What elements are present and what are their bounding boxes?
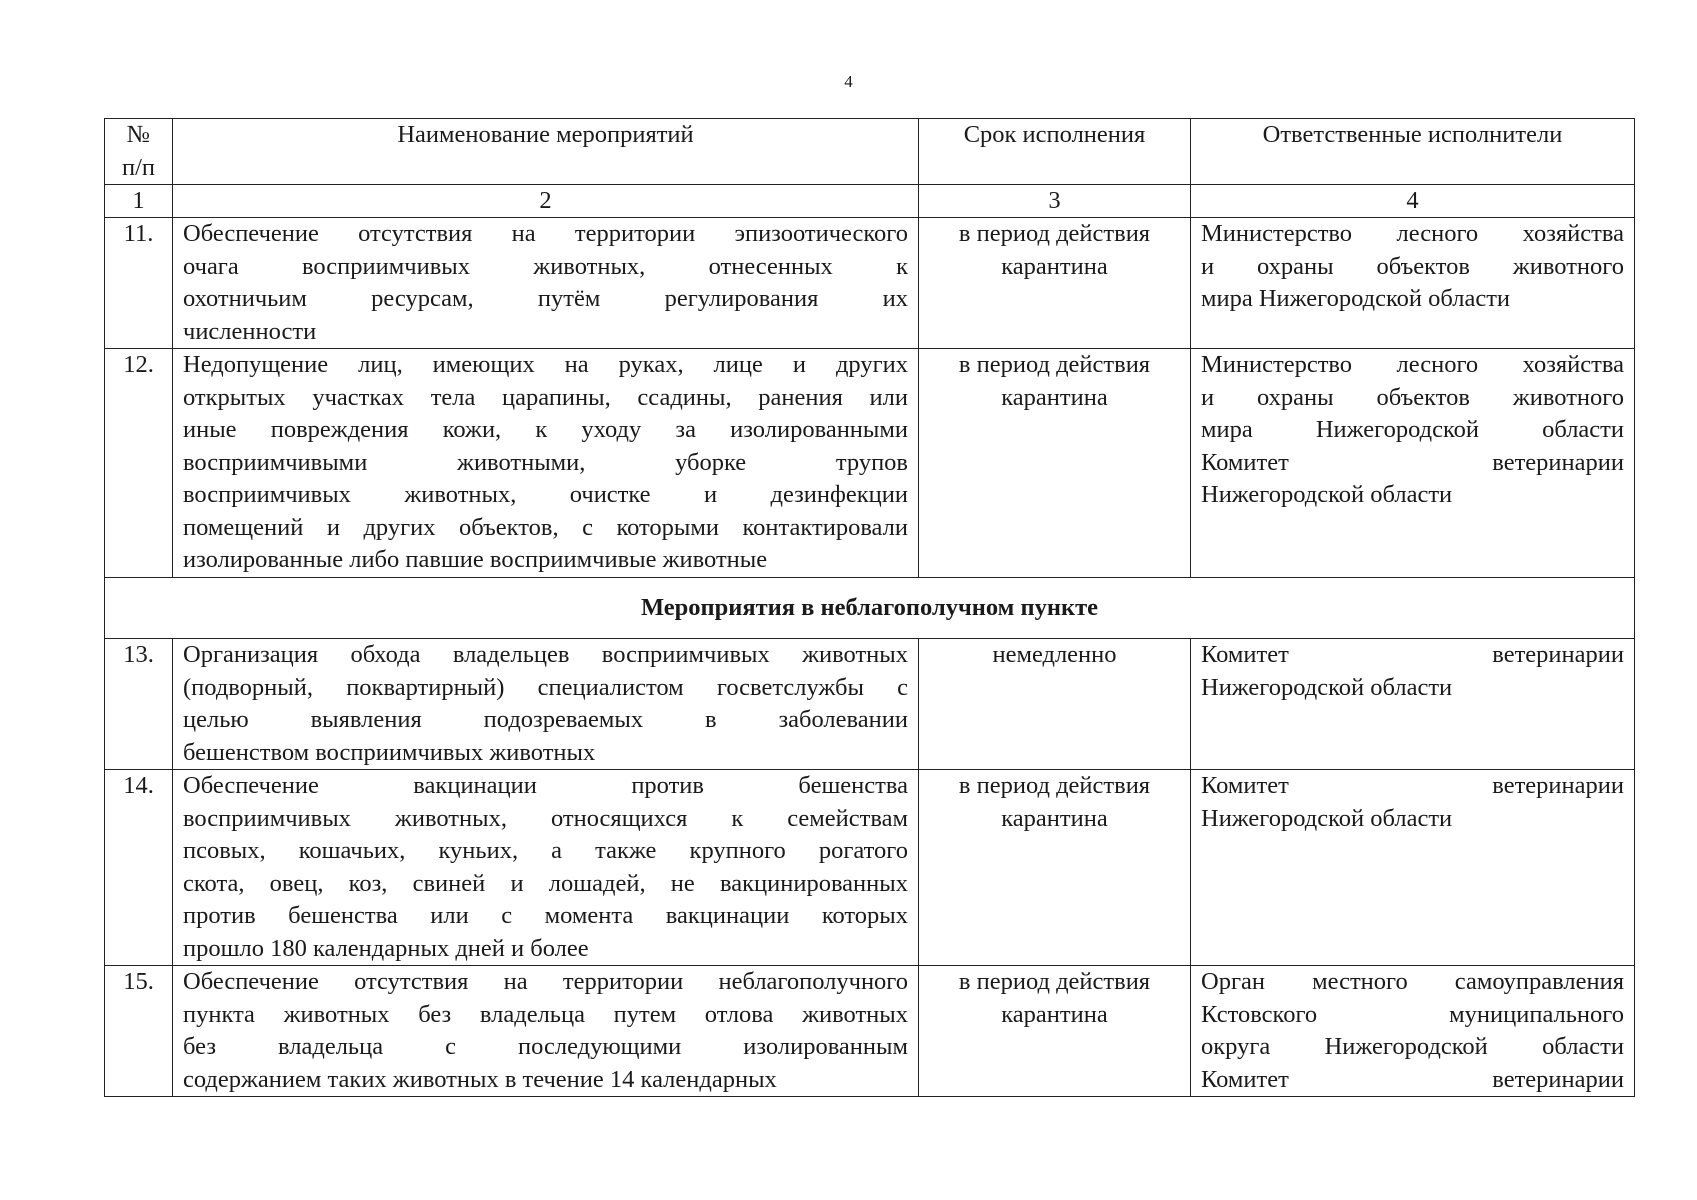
responsible-line: Кстовского муниципального <box>1201 1000 1624 1028</box>
measure-name-line: Обеспечение вакцинации против бешенства <box>183 772 908 799</box>
measure-name <box>173 349 919 578</box>
table-row <box>105 639 1635 770</box>
measures-table <box>104 118 1635 1097</box>
execution-term: в период действия карантина <box>919 770 1191 966</box>
rows-after-section <box>105 639 1635 1097</box>
responsible-executors <box>1191 639 1635 770</box>
responsible-line: мира Нижегородской области <box>1201 285 1511 312</box>
responsible-line: Нижегородской области <box>1201 481 1453 508</box>
table-header-row <box>105 119 1635 185</box>
section-header <box>105 578 1635 639</box>
measure-name <box>173 966 919 1097</box>
execution-term: немедленно <box>919 639 1191 770</box>
responsible-line: Нижегородской области <box>1201 804 1453 832</box>
header-responsible <box>1191 119 1635 185</box>
table-row <box>105 218 1635 349</box>
measure-name-line: иные повреждения кожи, к уходу за изолированными <box>183 416 908 443</box>
measure-name-line: восприимчивыми животными, уборке трупов <box>183 448 908 476</box>
measure-name-line: Обеспечение отсутствия на территории неблагополучного <box>183 968 908 995</box>
measure-name-line: восприимчивых животных, очистке и дезинфекции <box>183 481 908 508</box>
measure-name-line: скота, овец, коз, свиней и лошадей, не вакцинированных <box>183 869 908 897</box>
column-number-4: 4 <box>1191 185 1635 218</box>
section-title: Мероприятия в неблагополучном пункте <box>105 578 1635 639</box>
column-number-1: 1 <box>105 185 173 218</box>
execution-term: в период действия карантина <box>919 218 1191 349</box>
header-responsible-text: Ответственные исполнители <box>1262 121 1563 148</box>
header-term-text: Срок исполнения <box>963 121 1146 148</box>
measure-name-line: бешенством восприимчивых животных <box>183 738 596 766</box>
measure-name-line: против бешенства или с момента вакцинации которых <box>183 902 908 929</box>
row-number: 15. <box>105 966 173 1097</box>
column-number-row <box>105 185 1635 218</box>
measure-name <box>173 770 919 966</box>
responsible-line: округа Нижегородской области <box>1201 1033 1624 1060</box>
measure-name-line: псовых, кошачьих, куньих, а также крупного рогатого <box>183 837 908 864</box>
row-number: 12. <box>105 349 173 578</box>
responsible-line: Министерство лесного хозяйства <box>1201 351 1624 378</box>
table-row <box>105 966 1635 1097</box>
responsible-line: Министерство лесного хозяйства <box>1201 220 1624 247</box>
execution-term: в период действия карантина <box>919 966 1191 1097</box>
measure-name-line: (подворный, поквартирный) специалистом госветслужбы с <box>183 673 908 701</box>
responsible-executors <box>1191 218 1635 349</box>
table-row <box>105 349 1635 578</box>
header-name <box>173 119 919 185</box>
row-number: 14. <box>105 770 173 966</box>
table-row <box>105 770 1635 966</box>
column-number-3: 3 <box>919 185 1191 218</box>
measure-name-line: Организация обхода владельцев восприимчивых животных <box>183 641 908 668</box>
responsible-line: Орган местного самоуправления <box>1201 968 1624 995</box>
responsible-line: Нижегородской области <box>1201 673 1453 701</box>
responsible-line: Комитет ветеринарии <box>1201 448 1624 476</box>
measure-name-line: охотничьим ресурсам, путём регулирования их <box>183 285 908 312</box>
measure-name-line: без владельца с последующими изолированным <box>183 1033 908 1060</box>
rows-before-section <box>105 218 1635 578</box>
measure-name-line: восприимчивых животных, относящихся к семействам <box>183 804 908 832</box>
measure-name-line: Обеспечение отсутствия на территории эпизоотического <box>183 220 908 247</box>
measure-name-line: Недопущение лиц, имеющих на руках, лице и других <box>183 351 908 378</box>
responsible-line: Комитет ветеринарии <box>1201 772 1624 799</box>
measure-name-line: целью выявления подозреваемых в заболевании <box>183 706 908 733</box>
row-number: 13. <box>105 639 173 770</box>
row-number: 11. <box>105 218 173 349</box>
column-number-2: 2 <box>173 185 919 218</box>
responsible-line: и охраны объектов животного <box>1201 252 1624 280</box>
page-number: 4 <box>844 72 853 91</box>
responsible-executors <box>1191 966 1635 1097</box>
measure-name-line: содержанием таких животных в течение 14 календарных <box>183 1065 777 1093</box>
measure-name-line: изолированные либо павшие восприимчивые животные <box>183 546 768 573</box>
measure-name <box>173 218 919 349</box>
measure-name-line: открытых участках тела царапины, ссадины, ранения или <box>183 383 908 411</box>
responsible-line: и охраны объектов животного <box>1201 383 1624 411</box>
responsible-executors <box>1191 770 1635 966</box>
measure-name-line: численности <box>183 317 317 345</box>
measure-name-line: пункта животных без владельца путем отлова животных <box>183 1000 908 1028</box>
measure-name-line: прошло 180 календарных дней и более <box>183 934 589 962</box>
header-number <box>105 119 173 185</box>
responsible-line: мира Нижегородской области <box>1201 416 1624 443</box>
section-row <box>105 578 1635 639</box>
header-term <box>919 119 1191 185</box>
measure-name-line: помещений и других объектов, с которыми контактировали <box>183 513 908 541</box>
responsible-line: Комитет ветеринарии <box>1201 1065 1624 1093</box>
measure-name <box>173 639 919 770</box>
header-name-text: Наименование мероприятий <box>397 121 694 148</box>
measure-name-line: очага восприимчивых животных, отнесенных к <box>183 252 908 280</box>
responsible-executors <box>1191 349 1635 578</box>
header-number-text: № п/п <box>121 121 156 181</box>
responsible-line: Комитет ветеринарии <box>1201 641 1624 668</box>
execution-term: в период действия карантина <box>919 349 1191 578</box>
